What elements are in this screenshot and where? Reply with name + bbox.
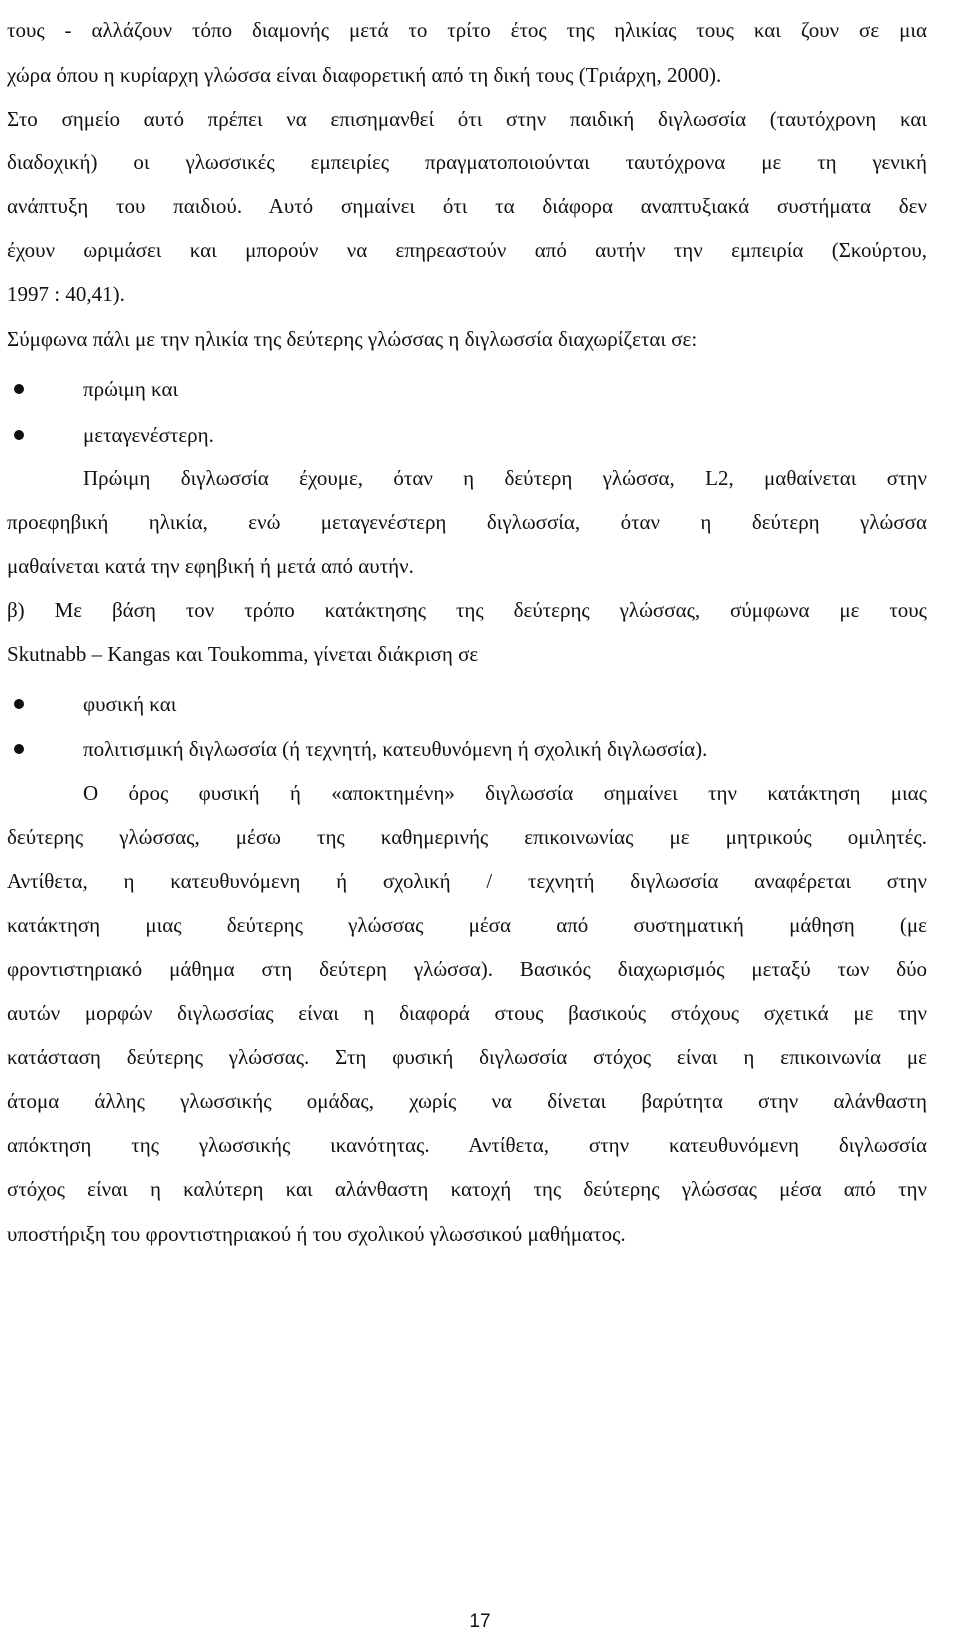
bullet-marker — [14, 744, 24, 754]
bullet-item-later: μεταγενέστερη. — [83, 423, 214, 447]
text-line-14: β) Με βάση τον τρόπο κατάκτησης της δεύτερης γλώσσας, σύμφωνα με τους — [7, 598, 927, 622]
text-line-7: 1997 : 40,41). — [7, 282, 125, 306]
text-line-21: κατάκτηση μιας δεύτερης γλώσσας μέσα από συστηματική μάθηση (με — [7, 913, 927, 937]
text-line-22: φροντιστηριακό μάθημα στη δεύτερη γλώσσα). Βασικός διαχωρισμός μεταξύ των δύο — [7, 957, 927, 981]
bullet-item-early: πρώιμη και — [83, 377, 179, 401]
text-line-28: υποστήριξη του φροντιστηριακού ή του σχολικού γλωσσικού μαθήματος. — [7, 1222, 626, 1246]
text-line-11: Πρώιμη διγλωσσία έχουμε, όταν η δεύτερη γλώσσα, L2, μαθαίνεται στην — [83, 466, 927, 490]
text-line-27: στόχος είναι η καλύτερη και αλάνθαστη κατοχή της δεύτερης γλώσσας μέσα από την — [7, 1177, 927, 1201]
text-line-15: Skutnabb – Kangas και Toukomma, γίνεται διάκριση σε — [7, 642, 479, 666]
text-line-2: χώρα όπου η κυρίαρχη γλώσσα είναι διαφορετική από τη δική τους (Τριάρχη, 2000). — [7, 63, 722, 87]
text-line-24: κατάσταση δεύτερης γλώσσας. Στη φυσική διγλωσσία στόχος είναι η επικοινωνία με — [7, 1045, 927, 1069]
bullet-item-natural: φυσική και — [83, 692, 177, 716]
bullet-marker — [14, 430, 24, 440]
text-line-4: διαδοχική) οι γλωσσικές εμπειρίες πραγματοποιούνται ταυτόχρονα με τη γενική — [7, 150, 927, 174]
text-line-1: τους - αλλάζουν τόπο διαμονής μετά το τρίτο έτος της ηλικίας τους και ζουν σε μια — [7, 18, 927, 42]
bullet-item-cultural: πολιτισμική διγλωσσία (ή τεχνητή, κατευθυνόμενη ή σχολική διγλωσσία). — [83, 737, 708, 761]
text-line-5: ανάπτυξη του παιδιού. Αυτό σημαίνει ότι τα διάφορα αναπτυξιακά συστήματα δεν — [7, 194, 927, 218]
bullet-marker — [14, 699, 24, 709]
page-number: 17 — [469, 1611, 491, 1632]
text-line-20: Αντίθετα, η κατευθυνόμενη ή σχολική / τεχνητή διγλωσσία αναφέρεται στην — [7, 869, 927, 893]
text-line-23: αυτών μορφών διγλωσσίας είναι η διαφορά στους βασικούς στόχους σχετικά με την — [7, 1001, 927, 1025]
text-line-3: Στο σημείο αυτό πρέπει να επισημανθεί ότι στην παιδική διγλωσσία (ταυτόχρονη και — [7, 107, 927, 131]
text-line-25: άτομα άλλης γλωσσικής ομάδας, χωρίς να δίνεται βαρύτητα στην αλάνθαστη — [7, 1089, 927, 1113]
text-line-19: δεύτερης γλώσσας, μέσω της καθημερινής επικοινωνίας με μητρικούς ομιλητές. — [7, 825, 927, 849]
text-line-6: έχουν ωριμάσει και μπορούν να επηρεαστούν από αυτήν την εμπειρία (Σκούρτου, — [7, 238, 927, 262]
text-line-26: απόκτηση της γλωσσικής ικανότητας. Αντίθετα, στην κατευθυνόμενη διγλωσσία — [7, 1133, 927, 1157]
text-line-8: Σύμφωνα πάλι με την ηλικία της δεύτερης γλώσσας η διγλωσσία διαχωρίζεται σε: — [7, 327, 698, 351]
text-line-13: μαθαίνεται κατά την εφηβική ή μετά από αυτήν. — [7, 554, 414, 578]
text-line-12: προεφηβική ηλικία, ενώ μεταγενέστερη διγλωσσία, όταν η δεύτερη γλώσσα — [7, 510, 927, 534]
text-line-18: Ο όρος φυσική ή «αποκτημένη» διγλωσσία σημαίνει την κατάκτηση μιας — [83, 781, 927, 805]
bullet-marker — [14, 384, 24, 394]
